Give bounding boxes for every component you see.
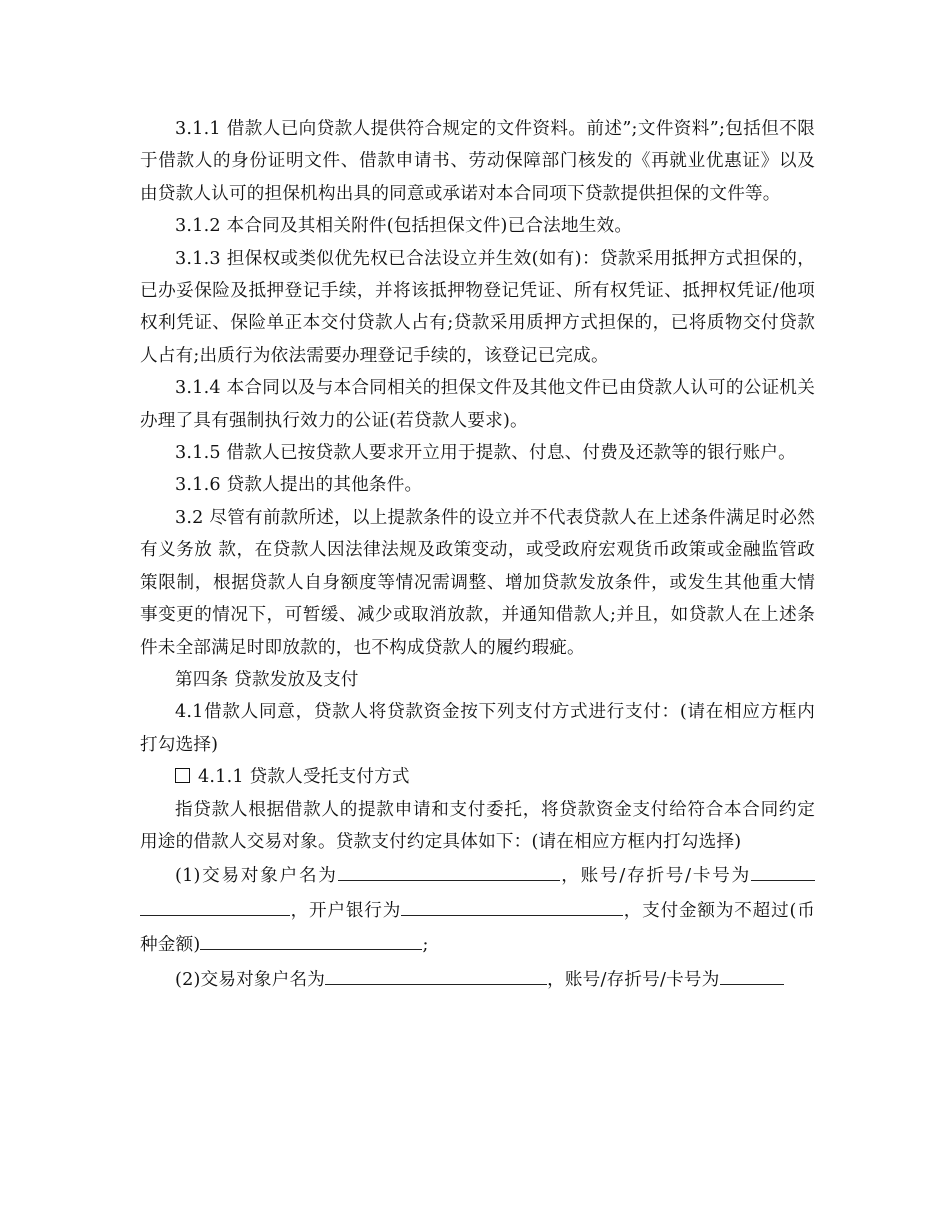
clause-3-1-6: 3.1.6 贷款人提出的其他条件。 bbox=[175, 475, 423, 496]
clause-4-1-1: 4.1.1 贷款人受托支付方式 bbox=[198, 767, 410, 788]
counterparty-1-end: ; bbox=[422, 935, 429, 956]
counterparty-1-name-label: (1)交易对象户名为 bbox=[175, 866, 338, 887]
article-4-heading: 第四条 贷款发放及支付 bbox=[175, 669, 359, 690]
clause-3-2: 3.2 尽管有前款所述，以上提款条件的设立并不代表贷款人在上述条件满足时必然有义务放 款，在贷款人因法律法规及政策变动，或受政府宏观货币政策或金融监管政策限制，根据贷款人自身额度等情况需调整、增加贷款发放条件，或发生其他重大情事变更的情况下，可暂缓、减少或取消放款，并通知借款人;并且，如贷款人在上述条件未全部满足时即放款的，也不构成贷款人的履约瑕疵。 bbox=[140, 507, 815, 658]
counterparty-1-bank-label: ，开户银行为 bbox=[290, 900, 402, 921]
contract-body bbox=[140, 113, 815, 996]
clause-3-1-5: 3.1.5 借款人已按贷款人要求开立用于提款、付息、付费及还款等的银行账户。 bbox=[175, 443, 796, 464]
clause-4-1-1-description: 指贷款人根据借款人的提款申请和支付委托，将贷款资金支付给符合本合同约定用途的借款人交易对象。贷款支付约定具体如下：(请在相应方框内打勾选择) bbox=[140, 799, 815, 852]
counterparty-2-account-label: ，账号/存折号/卡号为 bbox=[547, 969, 720, 990]
counterparty-2-account-blank[interactable] bbox=[720, 962, 784, 985]
clause-3-1-4: 3.1.4 本合同以及与本合同相关的担保文件及其他文件已由贷款人认可的公证机关办理了具有强制执行效力的公证(若贷款人要求)。 bbox=[140, 378, 815, 431]
clause-3-1-2: 3.1.2 本合同及其相关附件(包括担保文件)已合法地生效。 bbox=[175, 216, 633, 237]
counterparty-2-name-blank[interactable] bbox=[325, 962, 547, 985]
counterparty-1-bank-blank[interactable] bbox=[401, 893, 623, 916]
counterparty-1-account-label: ，账号/存折号/卡号为 bbox=[559, 866, 751, 887]
counterparty-1-amount-blank[interactable] bbox=[200, 927, 422, 950]
counterparty-2-name-label: (2)交易对象户名为 bbox=[175, 969, 326, 990]
clause-4-1-1-line bbox=[140, 761, 815, 793]
clause-4-1: 4.1借款人同意，贷款人将贷款资金按下列支付方式进行支付：(请在相应方框内打勾选择) bbox=[140, 702, 815, 755]
counterparty-1-name-blank[interactable] bbox=[338, 858, 560, 881]
clause-3-1-1: 3.1.1 借款人已向贷款人提供符合规定的文件资料。前述”;文件资料”;包括但不限于借款人的身份证明文件、借款申请书、劳动保障部门核发的《再就业优惠证》以及由贷款人认可的担保机构出具的同意或承诺对本合同项下贷款提供担保的文件等。 bbox=[140, 119, 815, 204]
counterparty-1-amount-label: ，支付金额为不超过 bbox=[623, 900, 790, 921]
counterparty-1-account-blank-cont[interactable] bbox=[140, 893, 290, 916]
counterparty-1-currency-label: (币种金额) bbox=[140, 900, 816, 956]
clause-3-1-3: 3.1.3 担保权或类似优先权已合法设立并生效(如有)：贷款采用抵押方式担保的，已办妥保险及抵押登记手续，并将该抵押物登记凭证、所有权凭证、抵押权凭证/他项权利凭证、保险单正本交付贷款人占有;贷款采用质押方式担保的，已将质物交付贷款人占有;出质行为依法需要办理登记手续的，该登记已完成。 bbox=[140, 248, 815, 366]
counterparty-1-account-blank[interactable] bbox=[751, 858, 815, 881]
counterparty-2-form bbox=[140, 962, 815, 996]
counterparty-1-form bbox=[140, 858, 815, 961]
checkbox-entrusted-payment[interactable] bbox=[175, 768, 190, 783]
